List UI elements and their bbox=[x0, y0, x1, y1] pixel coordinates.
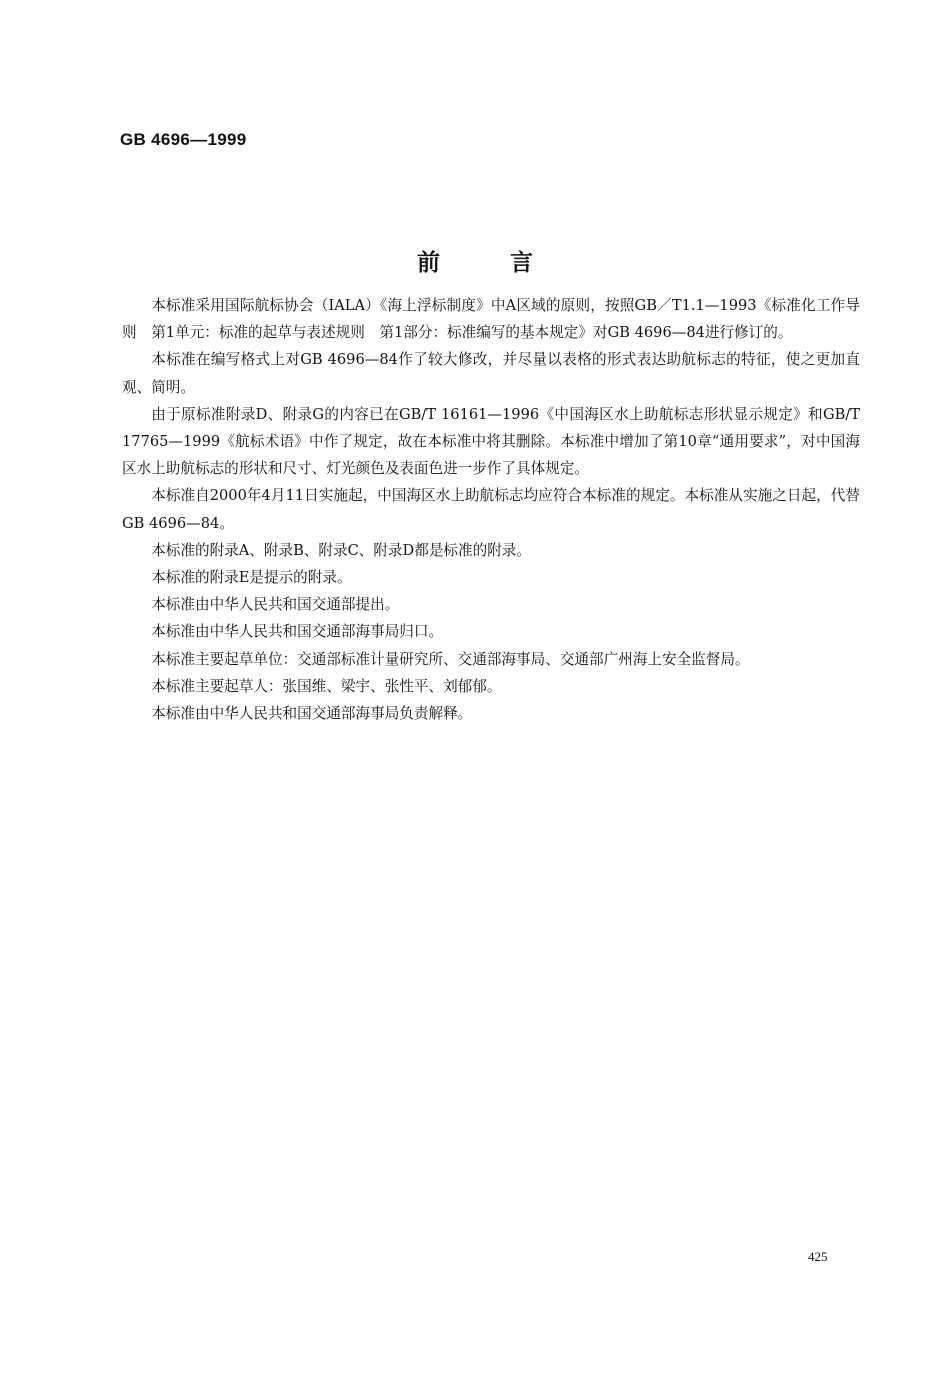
paragraph: 本标准主要起草单位：交通部标准计量研究所、交通部海事局、交通部广州海上安全监督局。 bbox=[151, 650, 750, 668]
page-title: 前言 bbox=[417, 250, 603, 276]
paragraph: 本标准采用国际航标协会（IALA）《海上浮标制度》中A区域的原则，按照GB／T1.1—1993《标准化工作导则 第1单元：标准的起草与表述规则 第1部分：标准编写的基本规定》对GB 4696—84进行修订的。 bbox=[122, 297, 860, 342]
paragraph: 本标准的附录A、附录B、附录C、附录D都是标准的附录。 bbox=[151, 541, 531, 559]
page-number: 425 bbox=[808, 1249, 828, 1264]
paragraph: 本标准在编写格式上对GB 4696—84作了较大修改，并尽量以表格的形式表达助航标志的特征，使之更加直观、简明。 bbox=[122, 351, 860, 396]
standard-code: GB 4696—1999 bbox=[120, 130, 247, 149]
paragraph: 本标准由中华人民共和国交通部海事局负责解释。 bbox=[151, 705, 473, 723]
foreword-body bbox=[122, 292, 860, 727]
paragraph: 本标准由中华人民共和国交通部海事局归口。 bbox=[151, 623, 444, 641]
paragraph: 由于原标准附录D、附录G的内容已在GB/T 16161—1996《中国海区水上助航标志形状显示规定》和GB/T 17765—1999《航标术语》中作了规定，故在本标准中将其删除。本标准中增加了第10章“通用要求”，对中国海区水上助航标志的形状和尺寸、灯光颜色及表面色进一步作了具体规定。 bbox=[122, 405, 860, 478]
paragraph: 本标准的附录E是提示的附录。 bbox=[151, 569, 352, 587]
paragraph: 本标准由中华人民共和国交通部提出。 bbox=[151, 596, 400, 614]
paragraph: 本标准自2000年4月11日实施起，中国海区水上助航标志均应符合本标准的规定。本标准从实施之日起，代替GB 4696—84。 bbox=[122, 487, 860, 532]
paragraph: 本标准主要起草人：张国维、梁宇、张性平、刘郁郁。 bbox=[151, 677, 502, 695]
